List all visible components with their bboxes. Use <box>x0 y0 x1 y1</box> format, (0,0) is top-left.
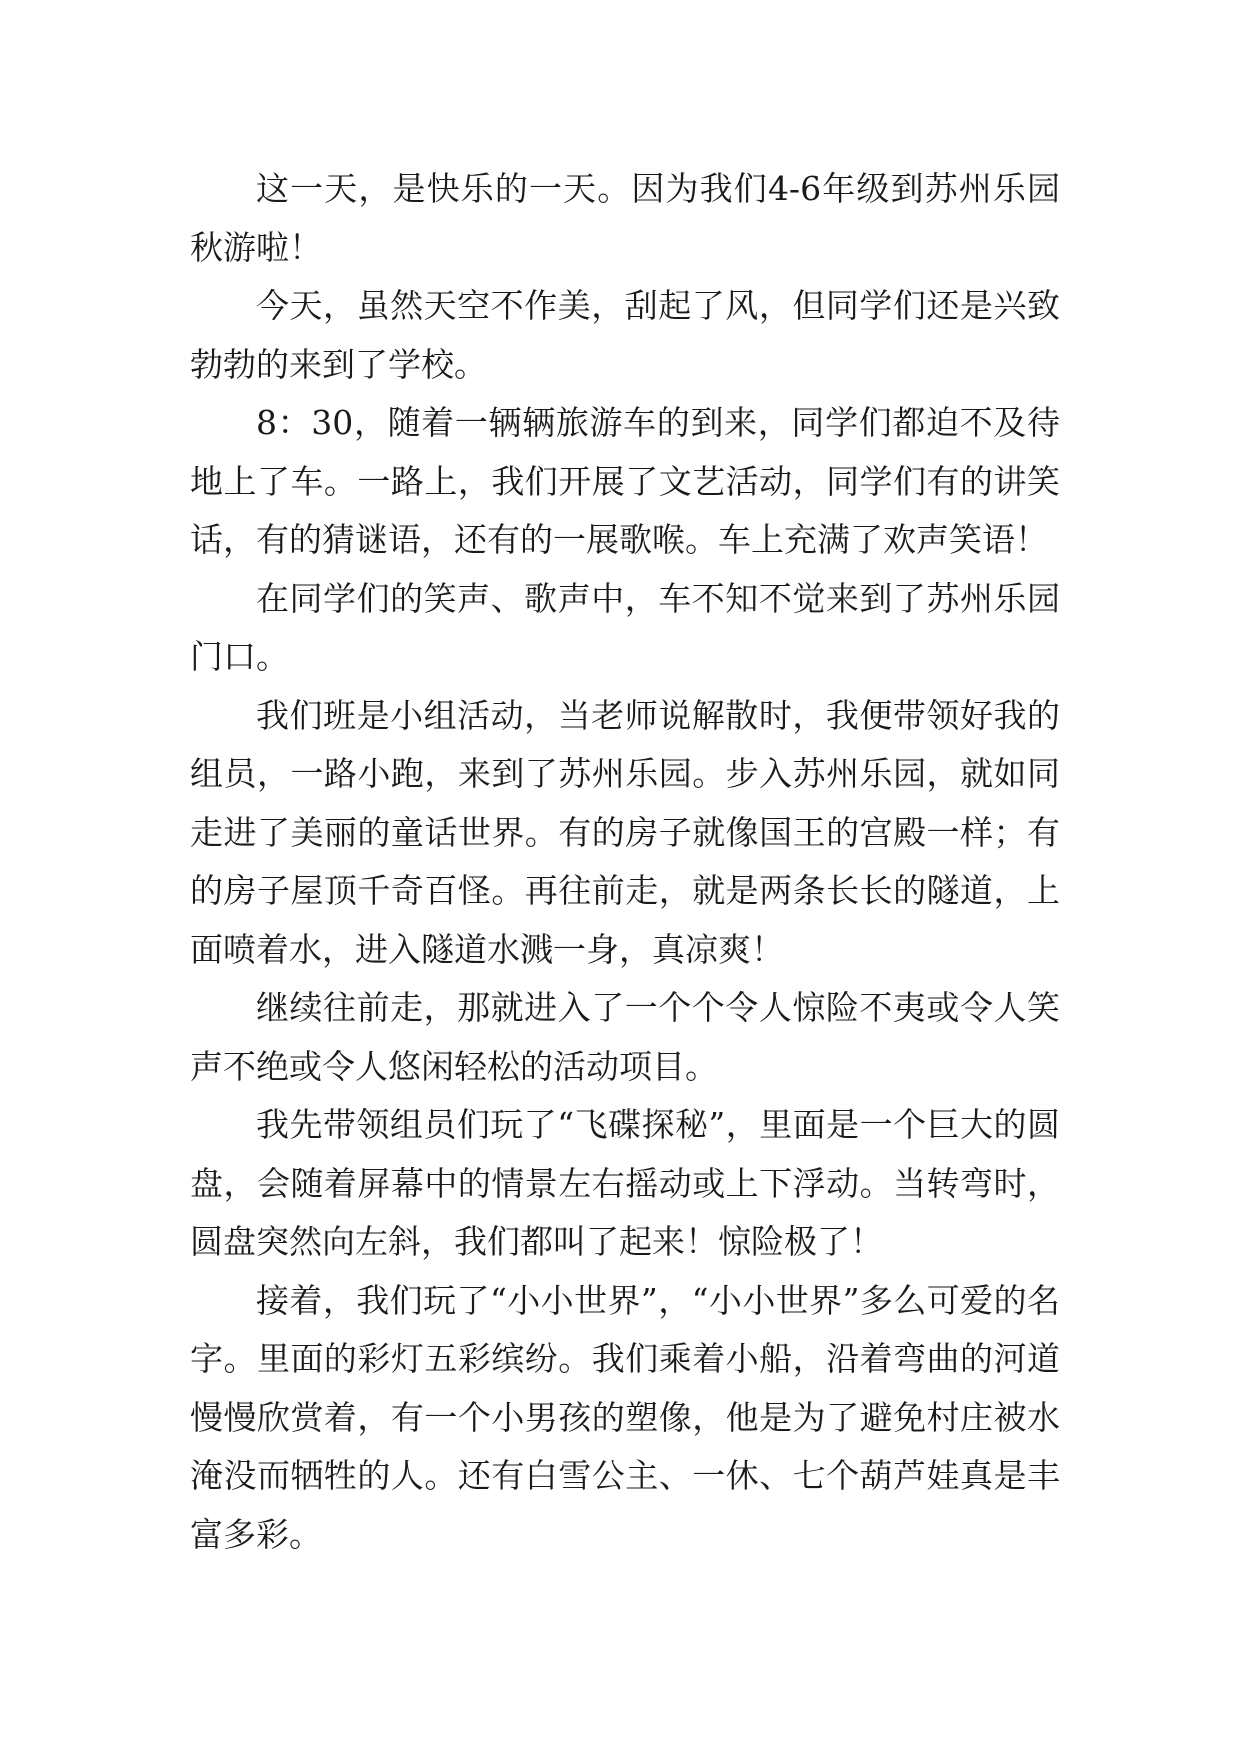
paragraph-7: 我先带领组员们玩了“飞碟探秘”，里面是一个巨大的圆盘，会随着屏幕中的情景左右摇动或上下浮动。当转弯时，圆盘突然向左斜，我们都叫了起来！惊险极了！ <box>190 1105 1060 1261</box>
document-body <box>190 160 1060 1564</box>
paragraph-6: 继续往前走，那就进入了一个个令人惊险不夷或令人笑声不绝或令人悠闲轻松的活动项目。 <box>190 988 1060 1086</box>
paragraph-3: 8：30，随着一辆辆旅游车的到来，同学们都迫不及待地上了车。一路上，我们开展了文艺活动，同学们有的讲笑话，有的猜谜语，还有的一展歌喉。车上充满了欢声笑语！ <box>190 403 1060 559</box>
paragraph-8: 接着，我们玩了“小小世界”，“小小世界”多么可爱的名字。里面的彩灯五彩缤纷。我们乘着小船，沿着弯曲的河道慢慢欣赏着，有一个小男孩的塑像，他是为了避免村庄被水淹没而牺牲的人。还有白雪公主、一休、七个葫芦娃真是丰富多彩。 <box>190 1280 1060 1554</box>
paragraph-4: 在同学们的笑声、歌声中，车不知不觉来到了苏州乐园门口。 <box>190 578 1060 676</box>
paragraph-2: 今天，虽然天空不作美，刮起了风，但同学们还是兴致勃勃的来到了学校。 <box>190 286 1060 384</box>
paragraph-5: 我们班是小组活动，当老师说解散时，我便带领好我的组员，一路小跑，来到了苏州乐园。步入苏州乐园，就如同走进了美丽的童话世界。有的房子就像国王的宫殿一样；有的房子屋顶千奇百怪。再往前走，就是两条长长的隧道，上面喷着水，进入隧道水溅一身，真凉爽！ <box>190 695 1060 969</box>
paragraph-1: 这一天，是快乐的一天。因为我们4-6年级到苏州乐园秋游啦！ <box>190 169 1060 267</box>
